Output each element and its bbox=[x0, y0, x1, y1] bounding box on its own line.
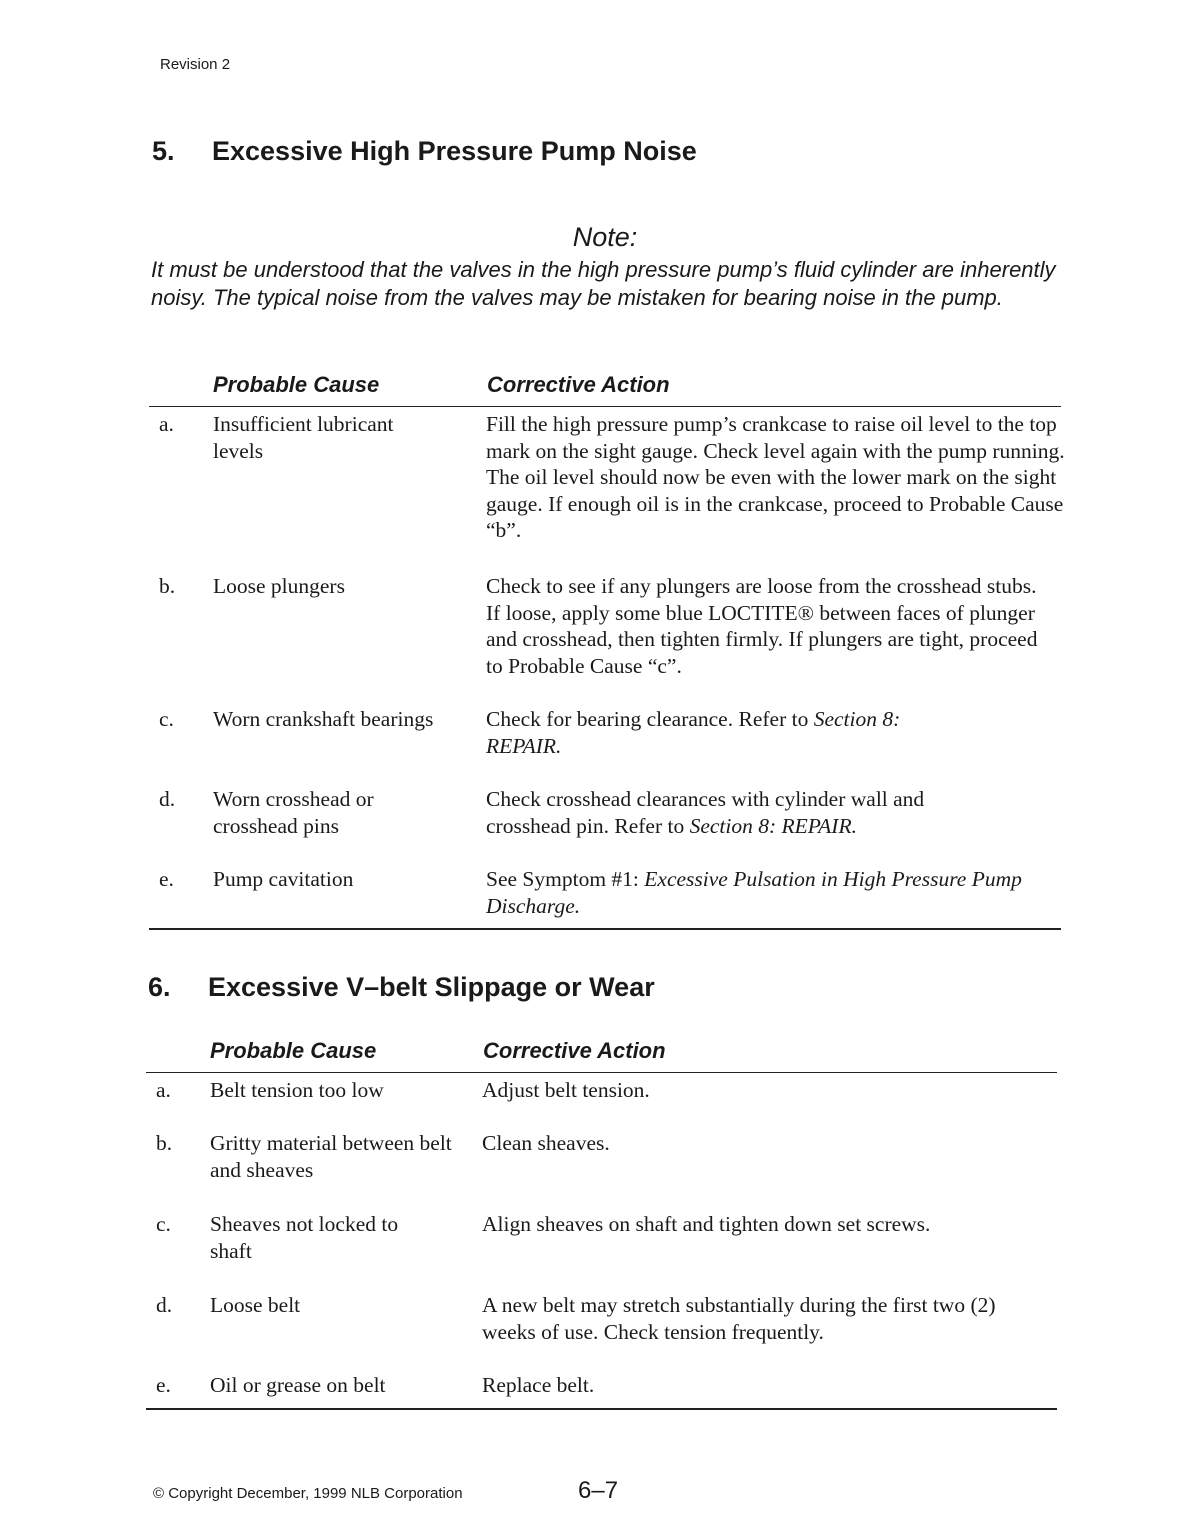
section-5-table bbox=[149, 368, 1065, 930]
row-letter: c. bbox=[159, 707, 174, 731]
table-row bbox=[149, 786, 1061, 866]
row-cause: Gritty material between belt and sheaves bbox=[210, 1131, 452, 1182]
section-6-title: Excessive V–belt Slippage or Wear bbox=[208, 972, 655, 1002]
row-letter: a. bbox=[156, 1078, 171, 1102]
row-letter: e. bbox=[159, 867, 174, 891]
header-rule bbox=[146, 1072, 1057, 1073]
row-action: Replace belt. bbox=[482, 1373, 595, 1397]
row-action: A new belt may stretch substantially during the first two (2) weeks of use. Check tension frequently. bbox=[482, 1293, 996, 1344]
row-cause: Sheaves not locked to shaft bbox=[210, 1212, 399, 1263]
table-bottom-rule bbox=[146, 1408, 1057, 1410]
row-letter: b. bbox=[156, 1131, 173, 1155]
row-action bbox=[486, 866, 1046, 919]
footer-copyright: © Copyright December, 1999 NLB Corporation bbox=[153, 1485, 463, 1502]
table-row bbox=[146, 1372, 1057, 1408]
row-cause: Belt tension too low bbox=[210, 1078, 384, 1102]
table-row bbox=[149, 411, 1065, 573]
row-action bbox=[486, 706, 976, 759]
row-action bbox=[486, 786, 1006, 839]
row-letter: e. bbox=[156, 1373, 171, 1397]
row-action: Fill the high pressure pump’s crankcase to raise oil level to the top mark on the sight gauge. Check level again with the pump running. The oil level should now be even with the lower mark on the sight gauge. If enough oil is in the crankcase, proceed to Probable Cause “b”. bbox=[486, 412, 1065, 542]
row-cause: Worn crosshead or crosshead pins bbox=[213, 787, 374, 838]
table-row bbox=[146, 1130, 1057, 1211]
row-action: Adjust belt tension. bbox=[482, 1078, 650, 1102]
col-header-cause: Probable Cause bbox=[210, 1038, 377, 1063]
row-action: Clean sheaves. bbox=[482, 1131, 610, 1155]
table-row bbox=[149, 866, 1061, 928]
table-header bbox=[149, 368, 1061, 406]
row-action: Align sheaves on shaft and tighten down set screws. bbox=[482, 1212, 931, 1236]
table-bottom-rule bbox=[149, 928, 1061, 930]
section-5-title: Excessive High Pressure Pump Noise bbox=[212, 136, 697, 166]
section-6-heading bbox=[148, 972, 655, 1003]
table-header bbox=[146, 1034, 1057, 1072]
table-row bbox=[146, 1077, 1057, 1130]
table-row bbox=[146, 1211, 1057, 1292]
section-6-number: 6. bbox=[148, 972, 171, 1002]
row-letter: b. bbox=[159, 574, 176, 598]
col-header-action: Corrective Action bbox=[487, 372, 670, 397]
row-cause: Pump cavitation bbox=[213, 867, 354, 891]
row-cause: Worn crankshaft bearings bbox=[213, 707, 434, 731]
row-letter: c. bbox=[156, 1212, 171, 1236]
table-row bbox=[149, 573, 1061, 706]
section-5-heading bbox=[152, 136, 697, 167]
table-row bbox=[146, 1292, 1057, 1372]
row-action: Check to see if any plungers are loose from the crosshead stubs. If loose, apply some blue LOCTITE® between faces of plunger and crosshead, then tighten firmly. If plungers are tight, proceed to Probable Cause “c”. bbox=[486, 574, 1038, 678]
revision-label: Revision 2 bbox=[160, 56, 231, 73]
section-6-table bbox=[146, 1034, 1057, 1410]
note-heading: Note: bbox=[572, 222, 638, 252]
page-number: 6–7 bbox=[578, 1477, 619, 1504]
col-header-cause: Probable Cause bbox=[213, 372, 380, 397]
row-cause: Loose plungers bbox=[213, 574, 345, 598]
row-cause: Insufficient lubricant levels bbox=[213, 412, 394, 463]
row-letter: d. bbox=[156, 1293, 173, 1317]
row-letter: d. bbox=[159, 787, 176, 811]
section-5-number: 5. bbox=[152, 136, 175, 166]
header-rule bbox=[149, 406, 1061, 407]
section-reference: Section 8: REPAIR. bbox=[486, 707, 901, 758]
col-header-action: Corrective Action bbox=[483, 1038, 666, 1063]
row-cause: Oil or grease on belt bbox=[210, 1373, 386, 1397]
action-text: See Symptom #1: bbox=[486, 867, 645, 891]
section-reference: Section 8: REPAIR. bbox=[689, 813, 857, 838]
row-cause: Loose belt bbox=[210, 1293, 301, 1317]
table-row bbox=[149, 706, 1061, 786]
section-reference: Excessive Pulsation in High Pressure Pump Discharge. bbox=[486, 867, 1022, 918]
action-text: Check crosshead clearances with cylinder wall and crosshead pin. Refer to bbox=[486, 787, 925, 838]
row-letter: a. bbox=[159, 412, 174, 436]
action-text: Check for bearing clearance. Refer to bbox=[486, 707, 814, 731]
note-text: It must be understood that the valves in the high pressure pump’s fluid cylinder are inherently noisy. The typical noise from the valves may be mistaken for bearing noise in the pump. bbox=[151, 257, 1056, 310]
